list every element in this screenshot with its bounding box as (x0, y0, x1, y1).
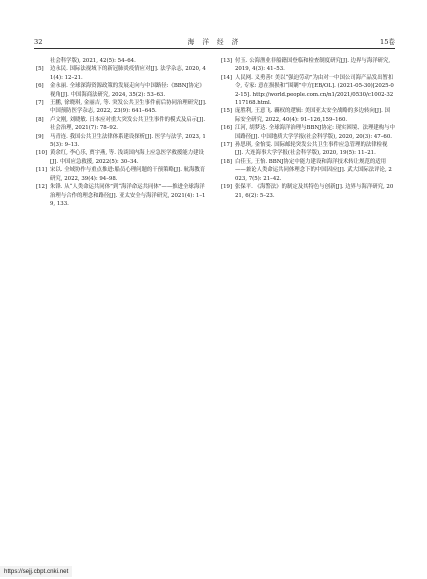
reference-item (221, 57, 395, 74)
reference-text: 边永民. 国际法视域下的新冠肺炎疫情应对[J]. 法学杂志, 2020, 41(4): 12–21. (50, 66, 206, 81)
reference-index: [16] (221, 125, 233, 132)
reference-text: 张保平. 《海警法》的制定及其特色与创新[J]. 边界与海洋研究, 2021, 6(2): 5–23. (235, 184, 394, 199)
source-url-label: https://sejj.cbpt.cnki.net (0, 566, 72, 577)
reference-text: 朱锋. 从“人类命运共同体”到“海洋命运共同体”——推进全球海洋治理与合作的理念和路径[J]. 亚太安全与海洋研究, 2021(4): 1–19, 133. (50, 184, 206, 207)
reference-index: [6] (36, 83, 44, 90)
reference-item (221, 158, 395, 183)
reference-text: 卢文刚, 刘晓敏. 日本应对重大突发公共卫生事件的模式及启示[J]. 社会治理, 2021(7): 78–92. (50, 116, 206, 132)
reference-text: 马青连. 我国公共卫生法律体系建设探析[J]. 医学与法学, 2023, 15(3): 9–13. (50, 133, 206, 149)
reference-item (36, 133, 208, 150)
reference-index: [15] (221, 108, 233, 115)
journal-title: 海 洋 经 济 (187, 38, 242, 46)
reference-item (36, 99, 208, 116)
reference-index: [12] (36, 184, 48, 191)
reference-index: [17] (221, 142, 233, 149)
references-right-column (221, 57, 395, 200)
reference-item (36, 166, 208, 183)
reference-item (36, 183, 208, 208)
reference-index: [14] (221, 74, 233, 81)
reference-text: 孙思琪, 金怡雯. 国际邮轮突发公共卫生事件应急管理的法律检视[J]. 大连海事大学学报(社会科学版), 2020, 19(5): 11–21. (235, 142, 388, 157)
reference-text: 人民网. 义勇善! 美以“强迫劳动”为由对一中国公司海产品发出暂扣令, 专家: 意在损损和“围剿”中方[EB/OL]. (2021-05-30)[2025-02-15]. http://world.people.com.cn/n1/2021/0530/c1002-32117168.html. (235, 74, 394, 107)
reference-index: [7] (36, 100, 44, 107)
running-header (34, 36, 395, 49)
reference-text: 江河, 胡梦达. 全球海洋治理与BBNJ协定: 现实困境、法理建构与中国路径[J]. 中国地质大学学报(社会科学版), 2020, 20(3): 47–60. (235, 125, 395, 140)
reference-item (36, 82, 208, 99)
reference-item (36, 116, 208, 133)
reference-index: [9] (36, 133, 44, 140)
references-left-column (36, 57, 208, 208)
reference-index: [10] (36, 150, 48, 157)
reference-text: 付玉. 公海渔业非船籍国登临和检查制度研究[J]. 边界与海洋研究, 2019, 4(3): 41–53. (235, 58, 391, 73)
reference-text: 白佳玉, 王怡. BBNJ协定中能力建设和海洋技术转让规范的适用——兼论人类命运共同体理念下的中国因应[J]. 武大国际法评论, 2023, 7(5): 21–42. (235, 158, 392, 182)
reference-item (221, 141, 395, 158)
reference-item (36, 65, 208, 82)
reference-text: 庞胜利, 王意飞. 覊权的逻辑: 美国亚太安全战略的多边转向[J]. 国际安全研究, 2022, 40(4): 91–126,159–160. (235, 108, 390, 123)
reference-continued: 社会科学版), 2021, 42(5): 54–64. (50, 58, 136, 64)
reference-index: [5] (36, 66, 44, 73)
page-number: 32 (34, 38, 43, 46)
reference-item (221, 183, 395, 200)
reference-index: [18] (221, 158, 233, 165)
reference-text: 金永丽. 全球深海资源政策的发展走向与中国路径:《BBNJ协定》视角[J]. 中国海商法研究, 2024, 35(2): 53–63. (50, 83, 205, 98)
reference-text: 王鹏, 徐晓琪, 金丽吉, 等. 突发公共卫生事件前后协同治理研究[J]. 中国预防医学杂志, 2022, 23(9): 641–645. (50, 100, 207, 115)
reference-item (221, 107, 395, 124)
reference-index: [13] (221, 58, 233, 64)
reference-index: [19] (221, 184, 233, 191)
reference-item (221, 74, 395, 108)
reference-index: [11] (36, 167, 48, 174)
reference-text: 宋以. 全域协作与重点推进:船员心理问题的干预策略[J]. 航海教育研究, 2022, 39(4): 94–98. (50, 167, 206, 182)
volume-label: 15卷 (380, 38, 395, 46)
reference-text: 黄余红, 李心乐, 贾宇燕, 等. 浅谈国内海上应急医学救援能力建设[J]. 中国应急救援, 2022(5): 30–34. (50, 150, 204, 165)
reference-item (221, 124, 395, 141)
reference-item (36, 149, 208, 166)
reference-index: [8] (36, 116, 44, 123)
